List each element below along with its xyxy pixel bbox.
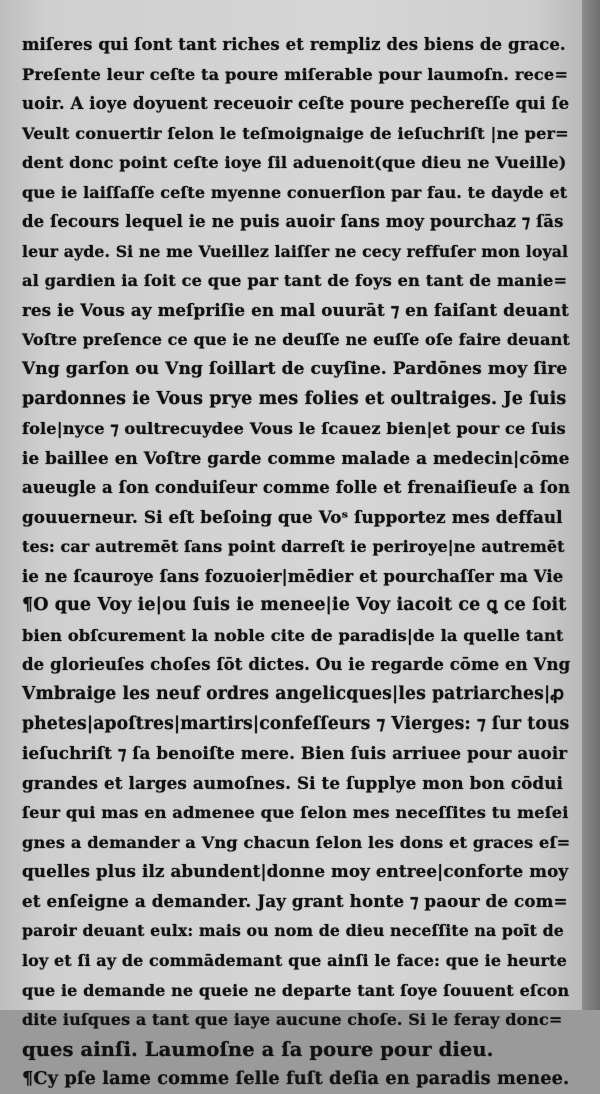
text-line-26: grandes et larges aumoſnes. Si te ſupplye mon bon cōdui	[22, 772, 563, 793]
text-line-14: fole|nyce ⁊ oultrecuydee Vous le ſcauez bien|et pour ce ſuis	[22, 419, 566, 439]
text-line-19: ie ne ſcauroye ſans fozuoier|mēdier et pourchaſſer ma Vie	[22, 566, 564, 586]
text-line-34: dite iuſques a tant que iaye aucune choſe. Si le feray donc=	[22, 1010, 563, 1030]
text-line-5: dent donc point ceſte ioye ſil aduenoit(que dieu ne Vueille)	[22, 153, 567, 173]
page-text	[22, 30, 570, 1094]
text-line-11: Voſtre preſence ce que ie ne deuſſe ne euſſe oſe faire deuant	[22, 330, 570, 350]
text-line-13: pardonnes ie Vous prye mes folies et oultraiges. Je ſuis	[22, 388, 567, 409]
text-line-18: tes: car autremēt ſans point darreſt ie periroye|ne autremēt	[22, 537, 565, 557]
text-line-6: que ie laiſſaſſe ceſte myenne conuerſion par fau. te dayde et	[22, 182, 568, 202]
text-line-32: loy et ſi ay de commādemant que ainſi le face: que ie heurte	[22, 950, 567, 970]
binding-edge	[582, 0, 600, 1010]
text-line-12: Vng garſon ou Vng ſoillart de cuyſine. Pardōnes moy ſire	[22, 359, 568, 380]
text-line-7: de ſecours lequel ie ne puis auoir ſans moy pourchaz ⁊ ſās	[22, 212, 564, 232]
text-line-36: ¶Cy pſe lame comme ſelle fuſt deſia en paradis menee.	[22, 1068, 570, 1090]
text-line-9: al gardien ia ſoit ce que par tant de foys en tant de manie=	[22, 271, 568, 291]
text-line-35: ques ainſi. Laumoſne a ſa poure pour dieu.	[22, 1037, 494, 1061]
text-line-31: paroir deuant eulx: mais ou nom de dieu neceſſite na poīt de	[22, 921, 564, 941]
text-line-24: phetes|apoſtres|martirs|confeſſeurs ⁊ Vierges: ⁊ ſur tous	[22, 713, 570, 734]
text-line-27: ſeur qui mas en admenee que ſelon mes neceſſites tu meſei	[22, 803, 569, 823]
text-line-20: ¶O que Voy ie|ou ſuis ie menee|ie Voy iacoit ce ꝗ ce ſoit	[22, 595, 567, 616]
text-line-8: leur ayde. Si ne me Vueillez laiſſer ne cecy reffuſer mon loyal	[22, 241, 569, 261]
text-line-16: aueugle a ſon conduiſeur comme folle et frenaiſieuſe a ſon	[22, 478, 571, 498]
text-line-3: uoir. A ioye doyuent receuoir ceſte poure pechereſſe qui ſe	[22, 94, 570, 114]
text-line-4: Veult conuertir ſelon le teſmoignaige de ieſuchriſt |ne per=	[22, 123, 569, 143]
text-line-29: quelles plus ilz abundent|donne moy entree|conforte moy	[22, 861, 569, 882]
text-line-2: Preſente leur ceſte ta poure miſerable pour laumoſn. rece=	[22, 64, 569, 84]
text-line-21: bien obſcurement la noble cite de paradis|de la quelle tant	[22, 625, 564, 645]
text-line-1: miſeres qui ſont tant riches et rempliz des biens de grace.	[22, 35, 566, 54]
text-line-25: ieſuchriſt ⁊ ſa benoiſte mere. Bien ſuis arriuee pour auoir	[22, 743, 568, 764]
text-line-23: Vmbraige les neuf ordres angelicques|les patriarches|ꝓ	[22, 684, 564, 705]
text-line-30: et enſeigne a demander. Jay grant honte ⁊ paour de com=	[22, 890, 568, 911]
text-line-17: gouuerneur. Si eſt beſoing que Voˢ ſupportez mes deffaul	[22, 506, 563, 527]
text-line-33: que ie demande ne queie ne departe tant ſoye ſouuent eſcon	[22, 980, 570, 1000]
text-line-22: de glorieuſes choſes ſōt dictes. Ou ie regarde cōme en Vng	[22, 655, 571, 675]
text-line-10: res ie Vous ay meſpriſie en mal ouurāt ⁊ en faiſant deuant	[22, 299, 570, 320]
text-line-28: gnes a demander a Vng chacun ſelon les dons et graces eſ=	[22, 832, 571, 852]
text-line-15: ie baillee en Voſtre garde comme malade a medecin|cōme	[22, 447, 570, 468]
